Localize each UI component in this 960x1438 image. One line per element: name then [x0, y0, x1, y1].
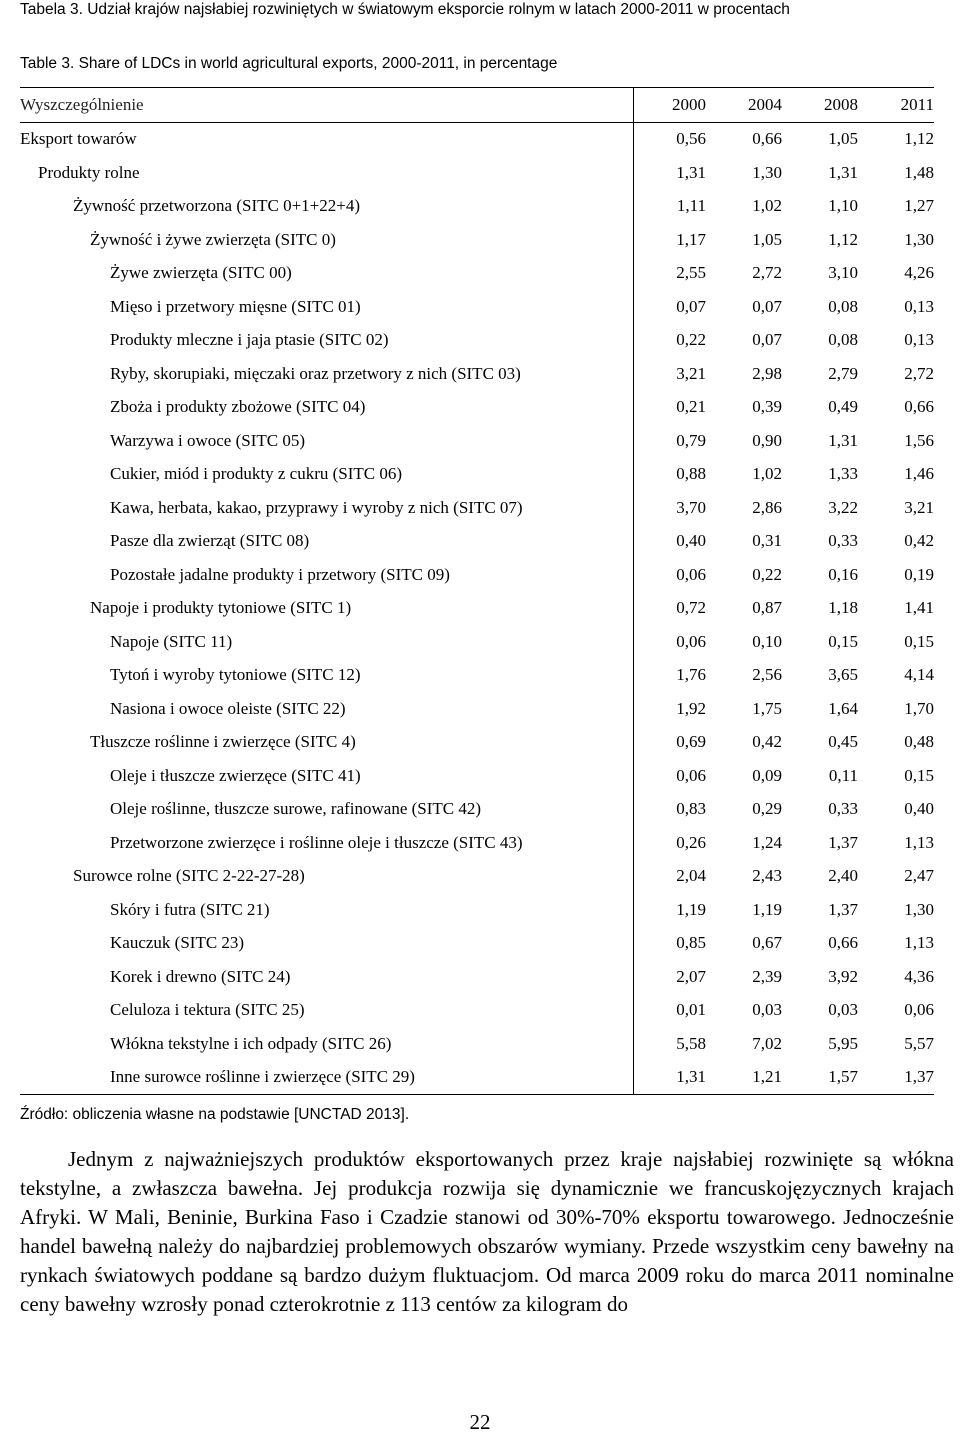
row-value: 1,46 [904, 464, 934, 484]
row-value: 3,10 [828, 263, 858, 283]
row-value: 1,70 [904, 698, 934, 718]
table-row [20, 324, 934, 358]
row-value: 2,98 [752, 363, 782, 383]
row-value: 1,05 [828, 129, 858, 149]
table-row [20, 558, 934, 592]
row-value: 1,33 [828, 464, 858, 484]
row-value: 0,26 [634, 826, 707, 860]
row-value: 0,08 [828, 330, 858, 350]
row-label: Pozostałe jadalne produkty i przetwory (SITC 09) [110, 564, 450, 584]
row-label: Tłuszcze roślinne i zwierzęce (SITC 4) [90, 732, 356, 752]
table-row [20, 592, 934, 626]
row-value: 1,37 [858, 1061, 934, 1095]
row-value: 2,39 [752, 966, 782, 986]
row-label: Nasiona i owoce oleiste (SITC 22) [110, 698, 346, 718]
row-label: Surowce rolne (SITC 2-22-27-28) [73, 866, 305, 886]
row-value: 1,05 [752, 229, 782, 249]
row-label: Eksport towarów [20, 129, 137, 149]
row-label: Korek i drewno (SITC 24) [110, 966, 291, 986]
row-label: Zboża i produkty zbożowe (SITC 04) [110, 397, 366, 417]
source-note: Źródło: obliczenia własne na podstawie [UNCTAD 2013]. [20, 1106, 410, 1123]
row-value: 0,40 [904, 799, 934, 819]
table-row [20, 893, 934, 927]
row-value: 1,18 [828, 598, 858, 618]
header-label: Wyszczególnienie [20, 88, 634, 123]
row-label: Oleje i tłuszcze zwierzęce (SITC 41) [110, 765, 361, 785]
row-label: Oleje roślinne, tłuszcze surowe, rafinowane (SITC 42) [110, 799, 482, 819]
row-value: 2,79 [828, 363, 858, 383]
row-value: 0,06 [634, 558, 707, 592]
row-value: 0,01 [634, 994, 707, 1028]
table-row [20, 927, 934, 961]
row-label: Inne surowce roślinne i zwierzęce (SITC 29) [20, 1061, 634, 1095]
row-value: 0,66 [752, 129, 782, 149]
row-label: Celuloza i tektura (SITC 25) [110, 1000, 305, 1020]
row-value: 1,75 [752, 698, 782, 718]
table-row [20, 960, 934, 994]
row-value: 1,48 [904, 162, 934, 182]
row-value: 2,04 [634, 860, 707, 894]
row-value: 0,45 [828, 732, 858, 752]
row-value: 0,07 [752, 296, 782, 316]
row-label: Żywność i żywe zwierzęta (SITC 0) [90, 229, 336, 249]
row-value: 0,83 [634, 793, 707, 827]
paragraph-indent [20, 1147, 68, 1171]
row-value: 0,11 [828, 765, 858, 785]
table-row [20, 424, 934, 458]
row-label: Napoje (SITC 11) [110, 631, 233, 651]
row-value: 2,72 [752, 263, 782, 283]
table-row [20, 122, 934, 156]
row-value: 0,31 [752, 531, 782, 551]
row-value: 4,36 [904, 966, 934, 986]
row-label: Kauczuk (SITC 23) [110, 933, 245, 953]
row-value: 1,31 [828, 162, 858, 182]
table-row [20, 659, 934, 693]
row-value: 2,55 [634, 257, 707, 291]
row-label: Żywność przetworzona (SITC 0+1+22+4) [73, 196, 360, 216]
row-value: 5,57 [904, 1033, 934, 1053]
table-caption-polish: Tabela 3. Udział krajów najsłabiej rozwiniętych w światowym eksporcie rolnym w latach 2000-2011 w procentach [20, 1, 790, 18]
row-value: 1,27 [904, 196, 934, 216]
row-value: 1,30 [904, 899, 934, 919]
row-label: Warzywa i owoce (SITC 05) [110, 430, 306, 450]
row-value: 1,10 [828, 196, 858, 216]
row-value: 0,16 [828, 564, 858, 584]
row-value: 0,13 [904, 330, 934, 350]
table-row [20, 491, 934, 525]
row-value: 0,33 [828, 531, 858, 551]
row-value: 1,57 [782, 1061, 858, 1095]
body-paragraph [20, 1145, 954, 1319]
row-value: 0,33 [828, 799, 858, 819]
row-value: 3,22 [828, 497, 858, 517]
row-label: Przetworzone zwierzęce i roślinne oleje i tłuszcze (SITC 43) [110, 832, 523, 852]
table-row [20, 525, 934, 559]
table-row [20, 793, 934, 827]
row-value: 1,76 [634, 659, 707, 693]
row-value: 0,03 [828, 1000, 858, 1020]
row-value: 0,08 [828, 296, 858, 316]
row-value: 7,02 [752, 1033, 782, 1053]
row-value: 0,22 [752, 564, 782, 584]
row-value: 1,37 [828, 899, 858, 919]
table-row [20, 826, 934, 860]
row-value: 0,15 [904, 631, 934, 651]
row-value: 1,31 [634, 156, 707, 190]
row-value: 0,88 [634, 458, 707, 492]
table-row [20, 290, 934, 324]
row-value: 2,72 [904, 363, 934, 383]
row-value: 0,15 [904, 765, 934, 785]
row-value: 4,14 [904, 665, 934, 685]
row-value: 3,92 [828, 966, 858, 986]
row-value: 2,07 [634, 960, 707, 994]
page-number: 22 [469, 1410, 491, 1434]
row-value: 0,07 [634, 290, 707, 324]
row-value: 2,40 [828, 866, 858, 886]
row-value: 0,79 [634, 424, 707, 458]
row-value: 0,56 [634, 122, 707, 156]
table-row [20, 625, 934, 659]
row-value: 1,37 [828, 832, 858, 852]
row-label: Żywe zwierzęta (SITC 00) [110, 263, 292, 283]
table-row [20, 190, 934, 224]
table-row [20, 692, 934, 726]
row-value: 3,65 [828, 665, 858, 685]
row-value: 0,48 [904, 732, 934, 752]
row-label: Cukier, miód i produkty z cukru (SITC 06) [110, 464, 403, 484]
row-value: 2,86 [752, 497, 782, 517]
row-value: 2,43 [752, 866, 782, 886]
row-value: 0,13 [904, 296, 934, 316]
row-value: 0,06 [634, 759, 707, 793]
row-value: 0,67 [752, 933, 782, 953]
row-value: 0,87 [752, 598, 782, 618]
body-paragraph-text: Jednym z najważniejszych produktów eksportowanych przez kraje najsłabiej rozwinięte są włókna tekstylne, a zwłaszcza bawełna. Jej produkcja rozwija się dynamicznie we francuskojęzycznych krajach Afryki. W Mali, Beninie, Burkina Faso i Czadzie stanowi od 30%-70% eksportu towarowego. Jednocześnie handel bawełną należy do najbardziej problemowych obszarów wymiany. Przede wszystkim ceny bawełny na rynkach światowych poddane są bardzo dużym fluktuacjom. Od marca 2009 roku do marca 2011 nominalne ceny bawełny wzrosły ponad czterokrotnie z 113 centów za kilogram do [20, 1147, 954, 1316]
row-value: 0,66 [828, 933, 858, 953]
table-row [20, 1061, 934, 1095]
row-value: 3,70 [634, 491, 707, 525]
header-year: 2000 [634, 88, 707, 123]
row-value: 0,09 [752, 765, 782, 785]
row-value: 0,40 [634, 525, 707, 559]
table-row [20, 156, 934, 190]
row-value: 1,41 [904, 598, 934, 618]
row-value: 1,56 [904, 430, 934, 450]
table-row [20, 726, 934, 760]
table-header-row [20, 88, 934, 123]
row-value: 4,26 [904, 263, 934, 283]
row-value: 1,21 [706, 1061, 782, 1095]
row-label: Produkty mleczne i jaja ptasie (SITC 02) [110, 330, 389, 350]
row-value: 1,30 [752, 162, 782, 182]
row-value: 0,10 [752, 631, 782, 651]
row-value: 0,42 [752, 732, 782, 752]
row-value: 0,06 [634, 625, 707, 659]
row-value: 1,17 [634, 223, 707, 257]
row-value: 0,69 [634, 726, 707, 760]
row-value: 0,39 [752, 397, 782, 417]
row-value: 0,21 [634, 391, 707, 425]
header-year: 2008 [782, 88, 858, 123]
row-value: 0,49 [828, 397, 858, 417]
table-row [20, 357, 934, 391]
row-value: 0,06 [904, 1000, 934, 1020]
row-label: Tytoń i wyroby tytoniowe (SITC 12) [110, 665, 361, 685]
row-value: 0,07 [752, 330, 782, 350]
row-value: 0,29 [752, 799, 782, 819]
row-value: 5,58 [634, 1027, 707, 1061]
row-label: Ryby, skorupiaki, mięczaki oraz przetwory z nich (SITC 03) [110, 363, 521, 383]
row-value: 1,02 [752, 464, 782, 484]
data-table-body [20, 88, 934, 1095]
table-row [20, 223, 934, 257]
table-row [20, 759, 934, 793]
table-caption-english: Table 3. Share of LDCs in world agricultural exports, 2000-2011, in percentage [20, 55, 558, 72]
row-value: 0,03 [752, 1000, 782, 1020]
row-value: 1,31 [828, 430, 858, 450]
row-value: 2,47 [904, 866, 934, 886]
row-value: 1,30 [904, 229, 934, 249]
table-row [20, 1027, 934, 1061]
row-value: 1,92 [634, 692, 707, 726]
row-value: 0,19 [904, 564, 934, 584]
row-label: Produkty rolne [38, 162, 140, 182]
row-value: 0,66 [904, 397, 934, 417]
row-value: 2,56 [752, 665, 782, 685]
row-value: 0,72 [634, 592, 707, 626]
header-year: 2004 [706, 88, 782, 123]
row-value: 0,22 [634, 324, 707, 358]
table-row [20, 257, 934, 291]
row-value: 3,21 [634, 357, 707, 391]
row-value: 5,95 [828, 1033, 858, 1053]
row-value: 1,02 [752, 196, 782, 216]
row-value: 3,21 [904, 497, 934, 517]
row-value: 0,90 [752, 430, 782, 450]
row-value: 1,64 [828, 698, 858, 718]
row-value: 1,24 [752, 832, 782, 852]
row-value: 1,13 [904, 933, 934, 953]
row-value: 1,12 [904, 129, 934, 149]
row-label: Pasze dla zwierząt (SITC 08) [110, 531, 310, 551]
row-label: Włókna tekstylne i ich odpady (SITC 26) [110, 1033, 392, 1053]
row-value: 1,13 [904, 832, 934, 852]
row-value: 0,85 [634, 927, 707, 961]
table-row [20, 860, 934, 894]
row-label: Kawa, herbata, kakao, przyprawy i wyroby z nich (SITC 07) [110, 497, 523, 517]
row-label: Mięso i przetwory mięsne (SITC 01) [110, 296, 361, 316]
row-value: 0,42 [904, 531, 934, 551]
row-value: 1,31 [634, 1061, 707, 1095]
row-value: 1,19 [752, 899, 782, 919]
data-table [20, 87, 934, 1095]
table-row [20, 391, 934, 425]
row-value: 1,11 [634, 190, 707, 224]
table-row [20, 458, 934, 492]
header-year: 2011 [858, 88, 934, 123]
row-label: Napoje i produkty tytoniowe (SITC 1) [90, 598, 352, 618]
row-label: Skóry i futra (SITC 21) [110, 899, 270, 919]
table-row [20, 994, 934, 1028]
row-value: 0,15 [828, 631, 858, 651]
row-value: 1,12 [828, 229, 858, 249]
row-value: 1,19 [634, 893, 707, 927]
